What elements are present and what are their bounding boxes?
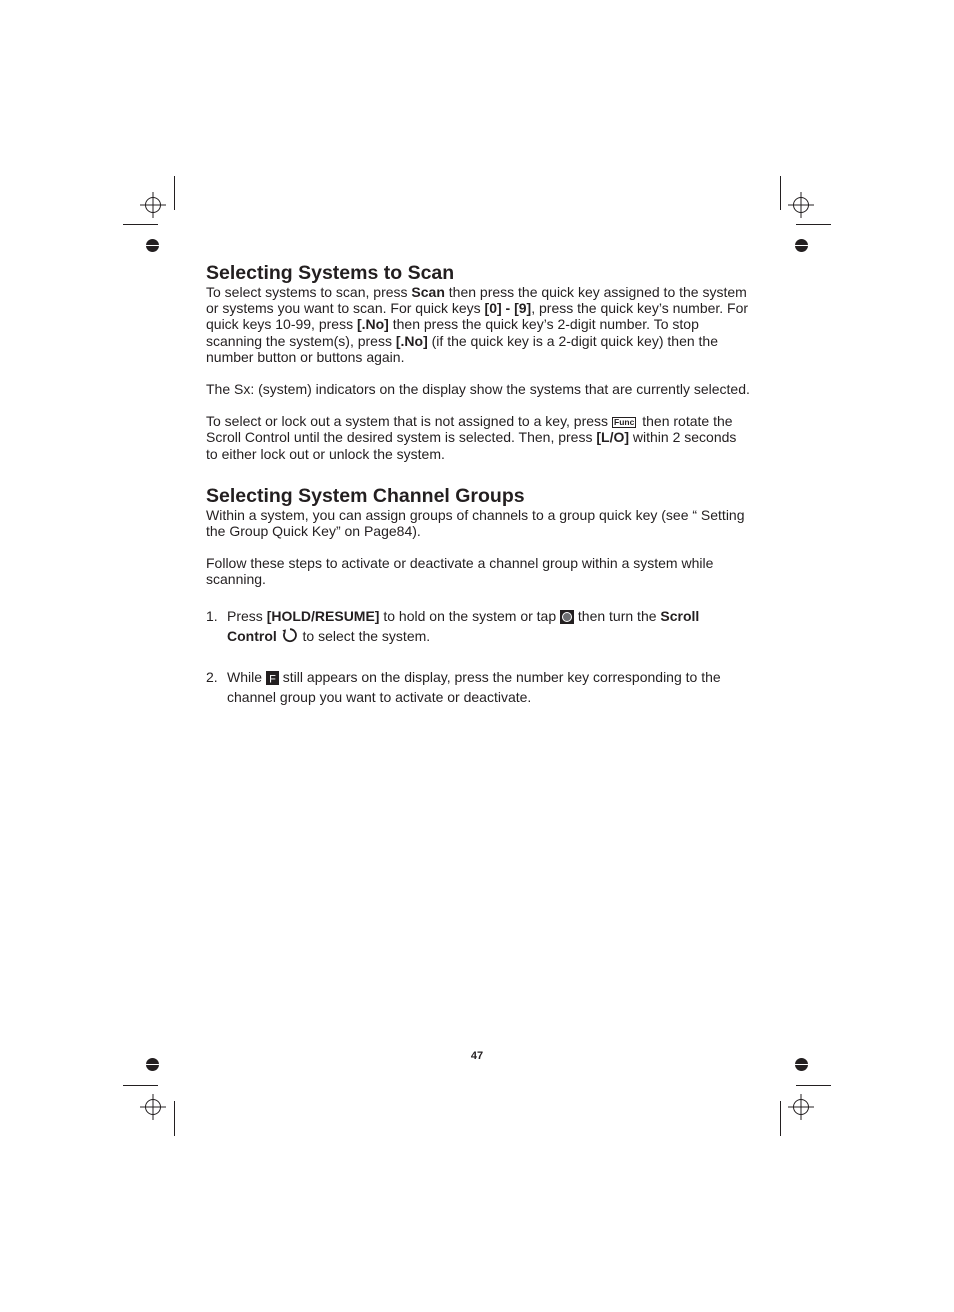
step-number: 1.	[206, 607, 218, 624]
key-label: [L/O]	[596, 429, 630, 446]
text-run: then turn the	[574, 607, 661, 624]
text-run: then rotate the Scroll Control until the desired system is selected. Then, press	[206, 413, 733, 446]
svg-text:F: F	[269, 673, 276, 685]
key-label: Scroll Control	[227, 607, 700, 645]
paragraph-select-systems	[206, 284, 751, 365]
registration-target-icon	[786, 1092, 816, 1122]
section-selecting-systems	[206, 262, 751, 462]
registration-dot-icon	[795, 239, 808, 252]
text-run: (if the quick key is a 2-digit quick key) then the number button or buttons again.	[206, 332, 718, 365]
text-run: still appears on the display, press the number key corresponding to the channel group you want to activate or deactivate.	[227, 668, 721, 706]
function-f-icon	[266, 671, 279, 685]
text-run: within 2 seconds to either lock out or unlock the system.	[206, 429, 737, 462]
text-run: to select the system.	[298, 628, 431, 645]
key-label: [.No]	[356, 316, 389, 333]
key-label: [.No]	[395, 332, 428, 349]
text-run: then press the quick key’s 2-digit number. To stop scanning the system(s), press	[206, 316, 699, 349]
text-run: While	[227, 668, 266, 685]
key-label: [0] - [9]	[484, 300, 532, 317]
step-text	[227, 606, 751, 647]
hold-touch-icon	[560, 610, 574, 624]
registration-target-icon	[786, 190, 816, 220]
text-run: Press	[227, 607, 267, 624]
steps-list	[206, 606, 751, 708]
paragraph-system-indicators: The Sx: (system) indicators on the display show the systems that are currently selected.	[206, 381, 750, 398]
paragraph-assign-groups: Within a system, you can assign groups of channels to a group quick key (see “ Setting the Group Quick Key” on Page84).	[206, 506, 745, 540]
registration-dot-icon	[146, 239, 159, 252]
key-label: Scan	[411, 284, 445, 300]
text-run: to hold on the system or tap	[379, 607, 561, 624]
section-heading: Selecting System Channel Groups	[206, 484, 525, 507]
list-item	[206, 667, 751, 708]
page-content	[206, 262, 751, 708]
registration-target-icon	[138, 190, 168, 220]
step-number: 2.	[206, 668, 218, 685]
text-run: then press the quick key assigned to the system or systems you want to scan. For quick keys	[206, 284, 747, 317]
section-channel-groups	[206, 485, 751, 708]
section-heading: Selecting Systems to Scan	[206, 262, 455, 284]
paragraph-follow-steps: Follow these steps to activate or deactivate a channel group within a system while scanning.	[206, 555, 714, 588]
text-run: To select or lock out a system that is not assigned to a key, press	[206, 413, 609, 430]
rotate-arrow-icon	[281, 626, 299, 644]
step-text	[227, 667, 751, 708]
list-item	[206, 606, 751, 647]
text-run: , press the quick key’s number. For quick keys 10-99, press	[206, 300, 749, 333]
registration-target-icon	[138, 1092, 168, 1122]
text-run: To select systems to scan, press	[206, 284, 412, 300]
key-label: [HOLD/RESUME]	[266, 607, 380, 624]
func-key-icon: Func	[614, 417, 635, 428]
page-number: 47	[470, 1050, 484, 1062]
paragraph-lock-out	[206, 413, 751, 462]
